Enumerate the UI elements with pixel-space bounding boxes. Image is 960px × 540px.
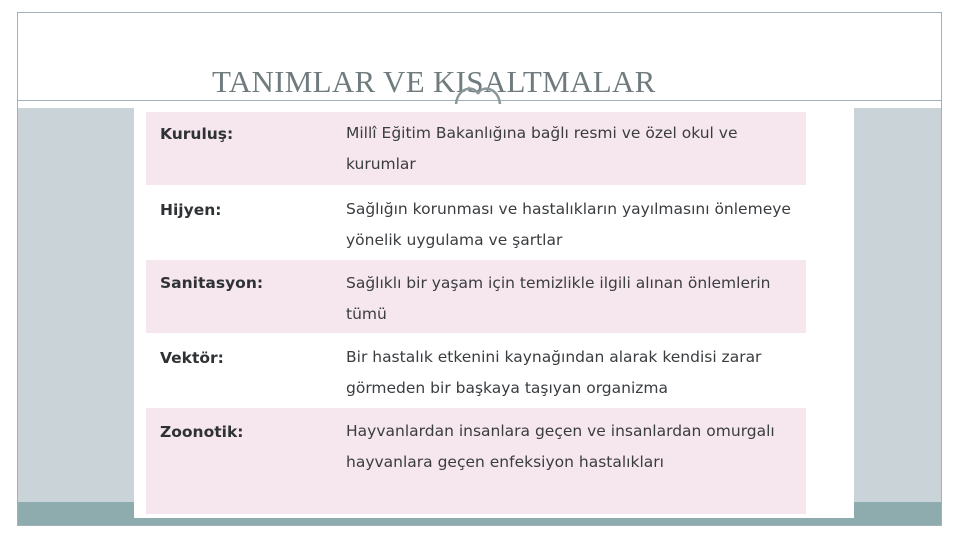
definition-description: Bir hastalık etkenini kaynağından alarak kendisi zarar görmeden bir başkaya taşıyan organizma [346,348,762,397]
definition-row-vektor [146,333,806,408]
definition-description: Sağlığın korunması ve hastalıkların yayılmasını önlemeye yönelik uygulama ve şartlar [346,200,791,249]
definition-row-kurulus [146,112,806,185]
definition-row-sanitasyon [146,260,806,333]
definition-description: Hayvanlardan insanlara geçen ve insanlardan omurgalı hayvanlara geçen enfeksiyon hastalıkları [346,422,775,471]
definition-term: Hijyen: [160,201,222,219]
definition-term: Zoonotik: [160,423,244,441]
definition-term: Kuruluş: [160,125,234,143]
definition-term: Sanitasyon: [160,274,264,292]
definition-description: Millî Eğitim Bakanlığına bağlı resmi ve özel okul ve kurumlar [346,124,738,173]
definition-term: Vektör: [160,349,224,367]
definition-description: Sağlıklı bir yaşam için temizlikle ilgili alınan önlemlerin tümü [346,274,771,323]
definition-row-zoonotik [146,408,806,514]
definition-row-hijyen [146,185,806,260]
slide-title: TANIMLAR VE KISALTMALAR [212,64,656,99]
